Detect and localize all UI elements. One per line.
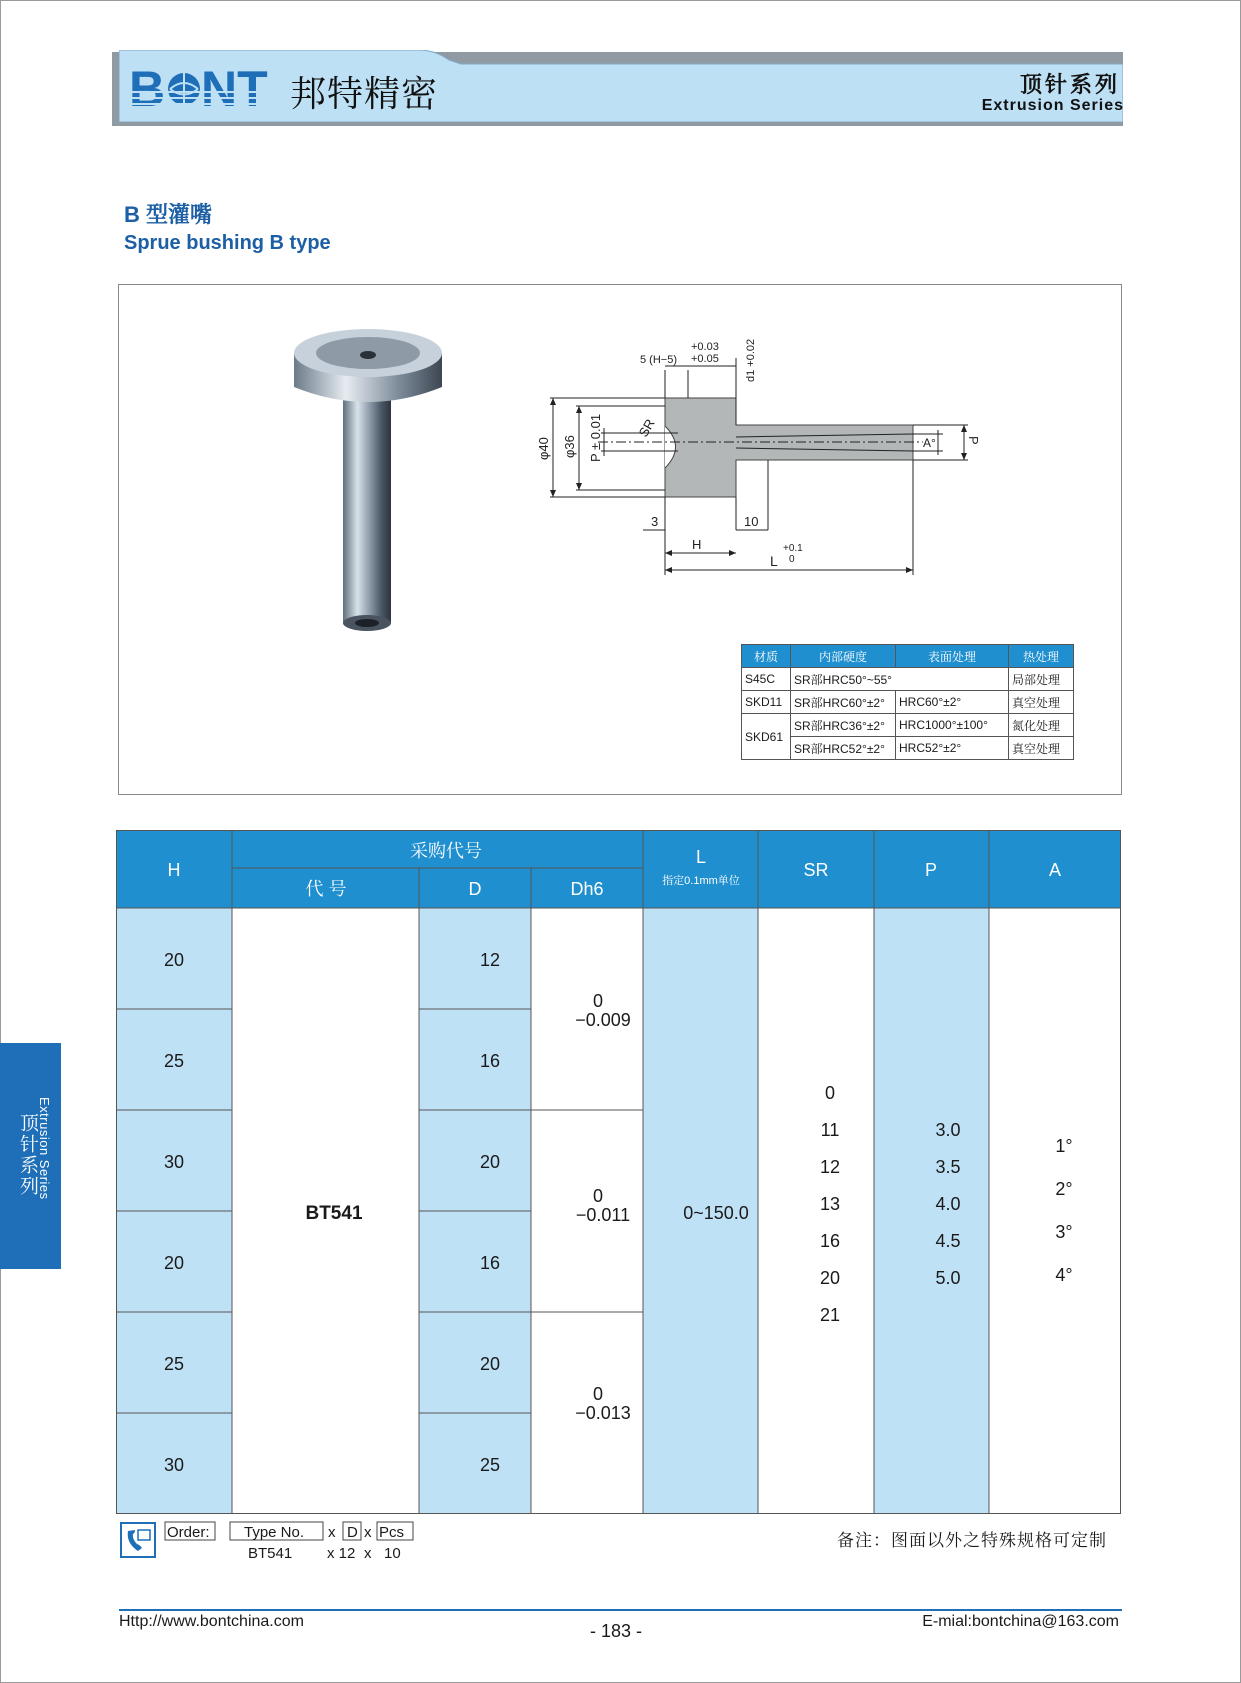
h-cell: 20 — [163, 1253, 185, 1273]
mat-cell: SR部HRC50°~55° — [791, 668, 1009, 691]
order-example-pcs: x 10 — [364, 1545, 401, 1562]
bont-logo-icon — [129, 62, 289, 112]
d-cell: 12 — [479, 950, 501, 970]
d-cell: 20 — [479, 1152, 501, 1172]
svg-text:L: L — [770, 553, 778, 569]
product-photo — [288, 325, 450, 635]
material-table — [741, 644, 1074, 760]
col-p-header: P — [924, 860, 938, 880]
svg-text:0: 0 — [789, 554, 795, 565]
product-title-en: Sprue bushing B type — [124, 232, 331, 254]
order-x: x — [364, 1524, 372, 1541]
sr-value: 12 — [819, 1157, 841, 1177]
a-value: 2° — [1055, 1179, 1073, 1199]
mat-cell: SR部HRC36°±2° — [791, 714, 896, 737]
dh6-lower: −0.009 — [575, 1010, 631, 1030]
sr-value: 20 — [819, 1268, 841, 1288]
mat-cell: 局部处理 — [1009, 668, 1074, 691]
custom-note: 备注：图面以外之特殊规格可定制 — [837, 1531, 1107, 1550]
p-value: 3.5 — [935, 1157, 961, 1177]
mat-header-hardness: 内部硬度 — [791, 645, 896, 668]
email-link[interactable]: E-mial:bontchina@163.com — [922, 1613, 1119, 1630]
mat-cell: HRC60°±2° — [896, 691, 1009, 714]
dh6-upper: 0 — [593, 1186, 604, 1206]
order-d: D — [347, 1524, 358, 1541]
sr-value: 16 — [819, 1231, 841, 1251]
spec-table — [116, 830, 1121, 1514]
h-cell: 25 — [163, 1051, 185, 1071]
mat-cell: HRC52°±2° — [896, 737, 1009, 760]
mat-header-heat: 热处理 — [1009, 645, 1074, 668]
d-cell: 25 — [479, 1455, 501, 1475]
svg-text:P: P — [966, 436, 981, 445]
mat-cell: HRC1000°±100° — [896, 714, 1009, 737]
sr-value: 21 — [819, 1305, 841, 1325]
mat-cell: SR部HRC60°±2° — [791, 691, 896, 714]
l-cell: 0~150.0 — [683, 1203, 749, 1223]
h-cell: 30 — [163, 1455, 185, 1475]
svg-text:P ± 0.01: P ± 0.01 — [588, 413, 603, 462]
h-cell: 30 — [163, 1152, 185, 1172]
mat-cell: 真空处理 — [1009, 691, 1074, 714]
col-code-header: 代 号 — [305, 879, 347, 899]
svg-text:d1 +0.02: d1 +0.02 — [745, 338, 757, 382]
sr-value: 0 — [824, 1083, 836, 1103]
footer-divider — [119, 1609, 1122, 1611]
svg-text:H: H — [692, 537, 702, 552]
svg-text:+0.03: +0.03 — [691, 341, 719, 353]
svg-text:B: B — [129, 62, 166, 112]
order-example-d: x 12 — [327, 1545, 356, 1562]
mat-header-material: 材质 — [742, 645, 791, 668]
dh6-upper: 0 — [593, 1384, 604, 1404]
order-label: Order: — [167, 1524, 210, 1541]
series-title-en: Extrusion Series — [981, 97, 1124, 114]
order-example-type: BT541 — [248, 1545, 293, 1562]
order-x: x — [328, 1524, 336, 1541]
code-cell: BT541 — [305, 1203, 363, 1224]
svg-text:5 (H−5): 5 (H−5) — [640, 354, 677, 366]
technical-drawing — [528, 330, 998, 590]
mat-cell: S45C — [742, 668, 791, 691]
dh6-upper: 0 — [593, 991, 604, 1011]
svg-text:+0.05: +0.05 — [691, 353, 719, 365]
svg-text:10: 10 — [744, 514, 759, 529]
col-l-header: L — [695, 847, 707, 867]
p-value: 4.5 — [935, 1231, 961, 1251]
d-cell: 16 — [479, 1253, 501, 1273]
mat-cell: SR部HRC52°±2° — [791, 737, 896, 760]
a-value: 4° — [1055, 1265, 1073, 1285]
order-type-no: Type No. — [244, 1524, 305, 1541]
svg-text:SR: SR — [635, 416, 658, 440]
website-link[interactable]: Http://www.bontchina.com — [119, 1613, 304, 1630]
page-number: - 183 - — [590, 1621, 643, 1641]
mat-cell: 真空处理 — [1009, 737, 1074, 760]
mat-cell: SKD11 — [742, 691, 791, 714]
col-h-header: H — [167, 860, 181, 880]
dh6-lower: −0.011 — [575, 1205, 631, 1225]
side-tab-cn: 顶针系列 — [17, 1113, 38, 1197]
sr-value: 13 — [819, 1194, 841, 1214]
dh6-lower: −0.013 — [575, 1403, 631, 1423]
col-d-header: D — [468, 879, 482, 899]
h-cell: 20 — [163, 950, 185, 970]
p-value: 5.0 — [935, 1268, 961, 1288]
col-l-note: 指定0.1mm单位 — [662, 875, 740, 887]
sr-value: 11 — [820, 1120, 840, 1140]
side-tab-en: Extrusion Series — [37, 1097, 52, 1200]
svg-text:+0.1: +0.1 — [783, 543, 803, 554]
mat-cell: SKD61 — [742, 714, 791, 760]
a-value: 3° — [1055, 1222, 1073, 1242]
phone-icon — [121, 1523, 155, 1557]
order-example — [120, 1521, 440, 1563]
a-value: 1° — [1055, 1136, 1073, 1156]
d-cell: 20 — [479, 1354, 501, 1374]
mat-cell: 氮化处理 — [1009, 714, 1074, 737]
order-pcs: Pcs — [379, 1524, 405, 1541]
product-title-cn: B 型灌嘴 — [124, 202, 213, 227]
svg-text:φ40: φ40 — [536, 437, 551, 460]
p-value: 4.0 — [935, 1194, 961, 1214]
h-cell: 25 — [163, 1354, 185, 1374]
p-value: 3.0 — [935, 1120, 961, 1140]
col-sr-header: SR — [803, 860, 829, 880]
svg-text:φ36: φ36 — [562, 435, 577, 458]
svg-text:3: 3 — [651, 514, 659, 529]
brand-name: 邦特精密 — [290, 74, 439, 115]
d-cell: 16 — [479, 1051, 501, 1071]
svg-text:A°: A° — [923, 436, 936, 450]
col-dh6-header: Dh6 — [570, 879, 604, 899]
mat-header-surface: 表面处理 — [896, 645, 1009, 668]
col-a-header: A — [1048, 860, 1062, 880]
svg-text:NT: NT — [201, 62, 268, 112]
series-title-cn: 顶针系列 — [1019, 72, 1120, 97]
purchase-code-header: 采购代号 — [410, 841, 482, 861]
